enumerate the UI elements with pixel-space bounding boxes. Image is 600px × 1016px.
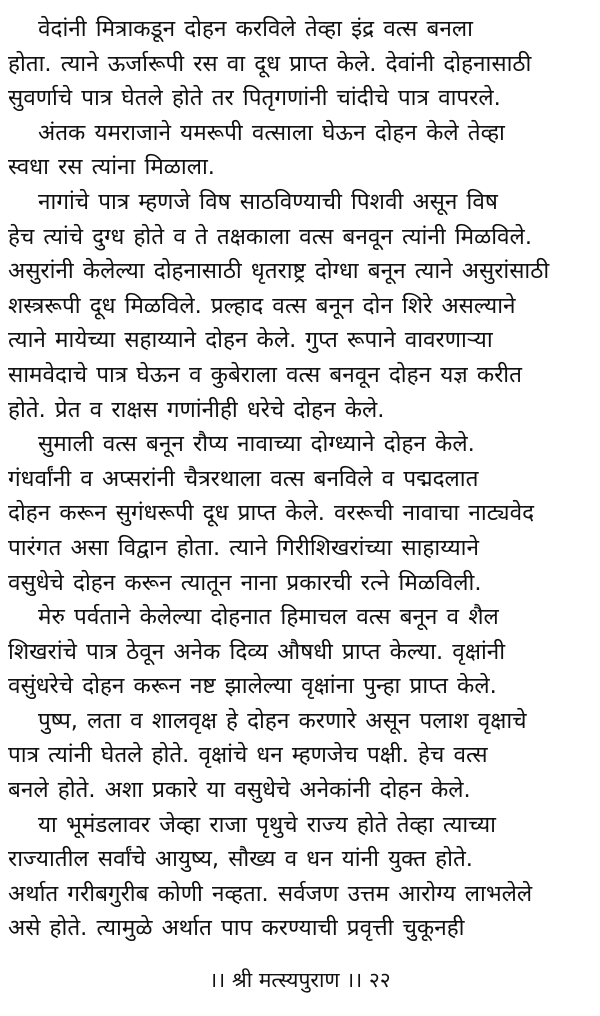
- text-line: हेच त्यांचे दुग्ध होते व ते तक्षकाला वत्स बनवून त्यांनी मिळविले.: [8, 223, 532, 250]
- paragraph: [8, 12, 586, 116]
- text-line: पात्र त्यांनी घेतले होते. वृक्षांचे धन म्हणजेच पक्षी. हेच वत्स: [8, 742, 488, 769]
- text-line: वसुंधरेचे दोहन करून नष्ट झालेल्या वृक्षांना पुन्हा प्राप्त केले.: [8, 673, 497, 700]
- text-line: दोहन करून सुगंधरूपी दूध प्राप्त केले. वररूची नावाचा नाट्यवेद: [8, 500, 535, 527]
- paragraph: [8, 427, 586, 600]
- body-text: [8, 12, 586, 946]
- text-line: नागांचे पात्र म्हणजे विष साठविण्याची पिशवी असून विष: [38, 188, 498, 215]
- text-line: बनले होते. अशा प्रकारे या वसुधेचे अनेकांनी दोहन केले.: [8, 777, 471, 804]
- text-line: स्वधा रस त्यांना मिळाला.: [8, 154, 215, 181]
- paragraph: [8, 704, 586, 808]
- text-line: असुरांनी केलेल्या दोहनासाठी धृतराष्ट्र दोग्धा बनून त्याने असुरांसाठी: [8, 258, 550, 285]
- text-line: असे होते. त्यामुळे अर्थात पाप करण्याची प्रवृत्ती चुकूनही: [8, 915, 465, 942]
- text-line: या भूमंडलावर जेव्हा राजा पृथुचे राज्य होते तेव्हा त्याच्या: [38, 811, 497, 838]
- text-line: पारंगत असा विद्वान होता. त्याने गिरीशिखरांच्या साहाय्याने: [8, 534, 479, 561]
- text-line: सुवर्णाचे पात्र घेतले होते तर पितृगणांनी चांदीचे पात्र वापरले.: [8, 85, 501, 112]
- text-line: पुष्प, लता व शालवृक्ष हे दोहन करणारे असून पलाश वृक्षाचे: [38, 707, 527, 734]
- paragraph: [8, 185, 586, 427]
- page-footer: ।। श्री मत्स्यपुराण ।। २२: [209, 968, 391, 992]
- text-line: गंधर्वांनी व अप्सरांनी चैत्ररथाला वत्स बनविले व पद्मदलात: [8, 465, 479, 492]
- text-line: होता. त्याने ऊर्जारूपी रस वा दूध प्राप्त केले. देवांनी दोहनासाठी: [8, 50, 532, 77]
- text-line: अर्थात गरीबगुरीब कोणी नव्हता. सर्वजण उत्तम आरोग्य लाभलेले: [8, 880, 533, 907]
- text-line: सुमाली वत्स बनून रौप्य नावाच्या दोग्ध्याने दोहन केले.: [38, 431, 475, 458]
- text-line: शस्त्ररूपी दूध मिळविले. प्रल्हाद वत्स बनून दोन शिरे असल्याने: [8, 292, 516, 319]
- paragraph: [8, 600, 586, 704]
- text-line: सामवेदाचे पात्र घेऊन व कुबेराला वत्स बनवून दोहन यज्ञ करीत: [8, 361, 522, 388]
- text-line: राज्यातील सर्वांचे आयुष्य, सौख्य व धन यांनी युक्त होते.: [8, 846, 473, 873]
- paragraph: [8, 808, 586, 946]
- text-line: त्याने मायेच्या सहाय्याने दोहन केले. गुप्त रूपाने वावरणाऱ्या: [8, 327, 493, 354]
- text-line: मेरु पर्वताने केलेल्या दोहनात हिमाचल वत्स बनून व शैल: [38, 604, 499, 631]
- text-line: होते. प्रेत व राक्षस गणांनीही धरेचे दोहन केले.: [8, 396, 385, 423]
- paragraph: [8, 116, 586, 185]
- text-line: वसुधेचे दोहन करून त्यातून नाना प्रकारची रत्ने मिळविली.: [8, 569, 482, 596]
- text-line: वेदांनी मित्राकडून दोहन करविले तेव्हा इंद्र वत्स बनला: [38, 16, 473, 42]
- text-line: शिखरांचे पात्र ठेवून अनेक दिव्य औषधी प्राप्त केल्या. वृक्षांनी: [8, 638, 506, 665]
- text-line: अंतक यमराजाने यमरूपी वत्साला घेऊन दोहन केले तेव्हा: [38, 119, 505, 146]
